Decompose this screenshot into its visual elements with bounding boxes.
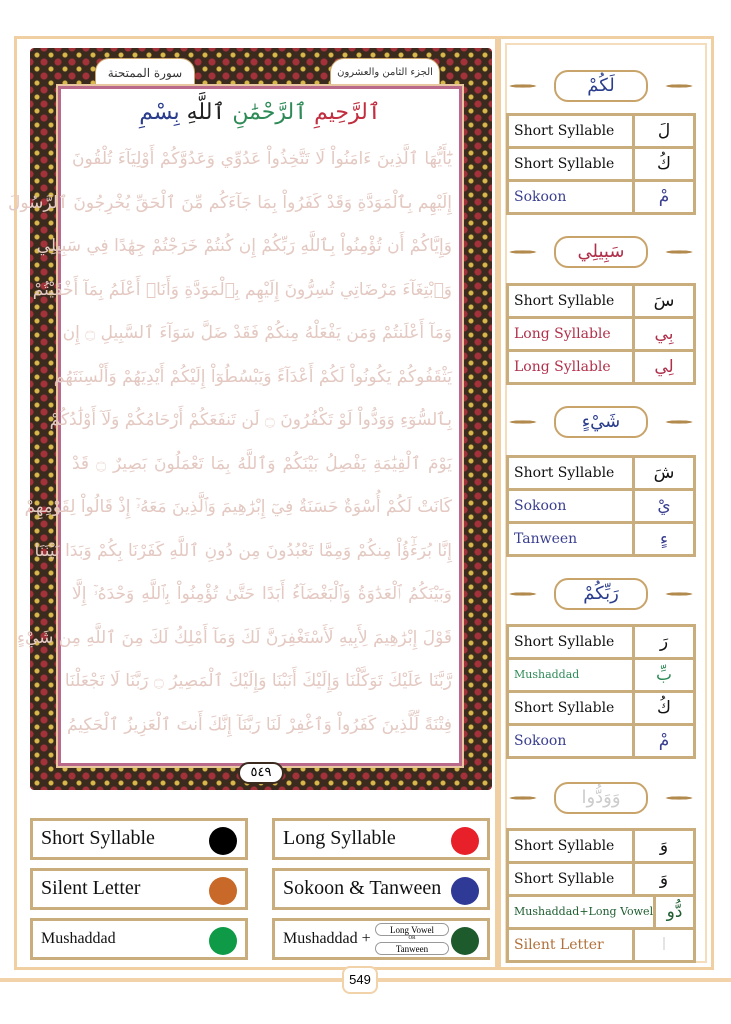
syllable-type: Sokoon — [509, 182, 632, 212]
syllable-type: Silent Letter — [509, 930, 632, 960]
basmala-word: ٱلرَّحْمَٰنِ — [232, 100, 308, 125]
legend-item — [30, 868, 248, 910]
word-title: شَيْءٍ — [554, 406, 648, 438]
word-cartouche — [508, 400, 694, 444]
syllable-row — [509, 726, 693, 756]
syllable-row — [509, 930, 693, 960]
surah-name: سورة الممتحنة — [95, 58, 195, 88]
syllable-glyph: سَ — [635, 286, 693, 316]
verse-line: بِٱلسُّوٓءِ وَوَدُّواْ لَوْ تَكْفُرُونَ ۝ لَن تَنفَعَكُمْ أَرْحَامُكُمْ وَلَآ أَوْلَٰدُكُمْ — [49, 410, 452, 430]
syllable-glyph: بِي — [635, 319, 693, 349]
syllable-glyph: لَ — [635, 116, 693, 146]
verse-line: يَثْقَفُوكُمْ يَكُونُواْ لَكُمْ أَعْدَآءً وَيَبْسُطُوٓاْ إِلَيْكُمْ أَيْدِيَهُمْ وَأَلْسِنَتَهُم — [54, 366, 452, 387]
word-cartouche — [508, 64, 694, 108]
verse-line: رَّبَّنَا عَلَيْكَ تَوَكَّلْنَا وَإِلَيْكَ أَنَبْنَا وَإِلَيْكَ ٱلْمَصِيرُ ۝ رَبَّنَا لَا تَجْعَلْنَا — [64, 671, 452, 691]
syllable-type: Short Syllable — [509, 116, 632, 146]
verse-line: إِلَيْهِم بِٱلْمَوَدَّةِ وَقَدْ كَفَرُواْ بِمَا جَآءَكُم مِّنَ ٱلْحَقِّ يُخْرِجُونَ ٱلرَّسُولَ — [8, 192, 452, 213]
syllable-type: Short Syllable — [509, 627, 632, 657]
syllable-type: Short Syllable — [509, 831, 632, 861]
syllable-type: Long Syllable — [509, 352, 632, 382]
legend-color-dot — [451, 877, 479, 905]
syllable-row — [509, 149, 693, 179]
syllable-type: Sokoon — [509, 726, 632, 756]
syllable-glyph: ءٍ — [635, 524, 693, 554]
syllable-row — [509, 352, 693, 382]
syllable-glyph: يْ — [635, 491, 693, 521]
syllable-row — [509, 458, 693, 488]
syllable-type: Short Syllable — [509, 458, 632, 488]
syllable-row — [509, 182, 693, 212]
word-title: وَوَدُّوا — [554, 782, 648, 814]
syllable-row — [509, 524, 693, 554]
syllable-row — [509, 286, 693, 316]
syllable-glyph: شَ — [635, 458, 693, 488]
verse-line: وَإِيَّاكُمْ أَن تُؤْمِنُواْ بِٱللَّهِ رَبِّكُمْ إِن كُنتُمْ خَرَجْتُمْ جِهَٰدًا فِي سَبِيلِي — [36, 236, 452, 256]
legend-color-dot — [209, 877, 237, 905]
syllable-row — [509, 627, 693, 657]
syllable-glyph: وَ — [635, 831, 693, 861]
syllable-row — [509, 831, 693, 861]
syllable-row — [509, 897, 693, 927]
syllable-row — [509, 693, 693, 723]
legend-sub-tanween: Tanween — [375, 942, 449, 955]
syllable-table — [506, 624, 696, 759]
legend-item — [272, 868, 490, 910]
syllable-type: Mushaddad+Long Vowel — [509, 897, 653, 927]
syllable-type: Mushaddad — [509, 660, 632, 690]
word-cartouche — [508, 572, 694, 616]
legend-color-dot — [209, 927, 237, 955]
word-title: سَبِيلِي — [554, 236, 648, 268]
legend-label: Mushaddad — [41, 930, 116, 947]
syllable-row — [509, 116, 693, 146]
juz-name: الجزء الثامن والعشرون — [330, 58, 440, 88]
syllable-glyph: كُ — [635, 693, 693, 723]
syllable-type: Short Syllable — [509, 286, 632, 316]
syllable-glyph: رَ — [635, 627, 693, 657]
syllable-glyph: مْ — [635, 182, 693, 212]
verse-line: وَبَيْنَكُمُ ٱلْعَدَٰوَةُ وَٱلْبَغْضَآءُ أَبَدًا حَتَّىٰ تُؤْمِنُواْ بِٱللَّهِ وَحْدَهُۥٓ إِلَّا — [72, 584, 452, 604]
verse-line: يَوْمَ ٱلْقِيَٰمَةِ يَفْصِلُ بَيْنَكُمْ وَٱللَّهُ بِمَا تَعْمَلُونَ بَصِيرٌ ۝ قَدْ — [72, 453, 452, 474]
legend-color-dot — [209, 827, 237, 855]
syllable-type: Sokoon — [509, 491, 632, 521]
syllable-glyph: بِّ — [635, 660, 693, 690]
legend-label: Long Syllable — [283, 827, 396, 849]
verse-line: وَٱبْتِغَآءَ مَرْضَاتِي تُسِرُّونَ إِلَيْهِم بِٱلْمَوَدَّةِ وَأَنَا۠ أَعْلَمُ بِمَآ أَخْفَيْتُمْ — [32, 279, 452, 300]
mushaf-page-number: ٥٤٩ — [238, 762, 284, 784]
legend-label: Mushaddad + — [283, 930, 371, 947]
syllable-table — [506, 113, 696, 215]
legend-label: Short Syllable — [41, 827, 155, 849]
legend-color-dot — [451, 927, 479, 955]
verse-line: وَمَآ أَعْلَنتُمْ وَمَن يَفْعَلْهُ مِنكُمْ فَقَدْ ضَلَّ سَوَآءَ ٱلسَّبِيلِ ۝ إِن — [62, 323, 452, 343]
syllable-table — [506, 283, 696, 385]
legend-sub-or: OR — [408, 936, 416, 941]
legend-color-dot — [451, 827, 479, 855]
syllable-type: Short Syllable — [509, 149, 632, 179]
syllable-row — [509, 491, 693, 521]
syllable-glyph: ا — [635, 930, 693, 960]
syllable-type: Long Syllable — [509, 319, 632, 349]
page-number: 549 — [342, 966, 378, 994]
syllable-type: Short Syllable — [509, 864, 632, 894]
syllable-glyph: لِي — [635, 352, 693, 382]
legend-item — [30, 918, 248, 960]
word-cartouche — [508, 230, 694, 274]
syllable-row — [509, 864, 693, 894]
legend-item — [30, 818, 248, 860]
verse-line: يَٰٓأَيُّهَا ٱلَّذِينَ ءَامَنُواْ لَا تَتَّخِذُواْ عَدُوِّي وَعَدُوَّكُمْ أَوْلِيَآءَ تُلْقُونَ — [72, 149, 452, 169]
syllable-type: Short Syllable — [509, 693, 632, 723]
word-cartouche — [508, 776, 694, 820]
verse-line: قَوْلَ إِبْرَٰهِيمَ لِأَبِيهِ لَأَسْتَغْفِرَنَّ لَكَ وَمَآ أَمْلِكُ لَكَ مِنَ ٱللَّهِ مِن شَيْءٍ — [16, 627, 452, 648]
legend-item — [272, 918, 490, 960]
word-title: رَبِّكُمْ — [554, 578, 648, 610]
syllable-glyph: مْ — [635, 726, 693, 756]
syllable-glyph: دُّو — [656, 897, 693, 927]
syllable-table — [506, 828, 696, 963]
basmala-word: بِسْمِ — [139, 100, 180, 125]
syllable-type: Tanween — [509, 524, 632, 554]
verse-line: كَانَتْ لَكُمْ أُسْوَةٌ حَسَنَةٌ فِيٓ إِبْرَٰهِيمَ وَٱلَّذِينَ مَعَهُۥٓ إِذْ قَالُواْ لِقَوْمِهِمْ — [24, 497, 452, 517]
basmala-word: ٱللَّهِ — [186, 100, 226, 125]
syllable-glyph: وَ — [635, 864, 693, 894]
syllable-glyph: كُ — [635, 149, 693, 179]
verse-line: إِنَّا بُرَءَٰٓؤُاْ مِنكُمْ وَمِمَّا تَعْبُدُونَ مِن دُونِ ٱللَّهِ كَفَرْنَا بِكُمْ وَبَدَا بَيْنَنَا — [34, 540, 452, 561]
legend-sub-long-vowel: Long Vowel — [375, 923, 449, 936]
legend-label: Sokoon & Tanween — [283, 877, 442, 899]
legend-item — [272, 818, 490, 860]
legend-sublabels — [375, 923, 449, 955]
syllable-row — [509, 319, 693, 349]
syllable-row — [509, 660, 693, 690]
basmala-word: ٱلرَّحِيمِ — [314, 100, 381, 125]
verse-line: فِتْنَةً لِّلَّذِينَ كَفَرُواْ وَٱغْفِرْ لَنَا رَبَّنَآ إِنَّكَ أَنتَ ٱلْعَزِيزُ ٱلْحَكِيمُ — [66, 714, 452, 735]
word-title: لَكُمْ — [554, 70, 648, 102]
syllable-table — [506, 455, 696, 557]
legend-label: Silent Letter — [41, 877, 141, 899]
verse-lines — [8, 138, 452, 747]
basmala — [120, 100, 400, 125]
